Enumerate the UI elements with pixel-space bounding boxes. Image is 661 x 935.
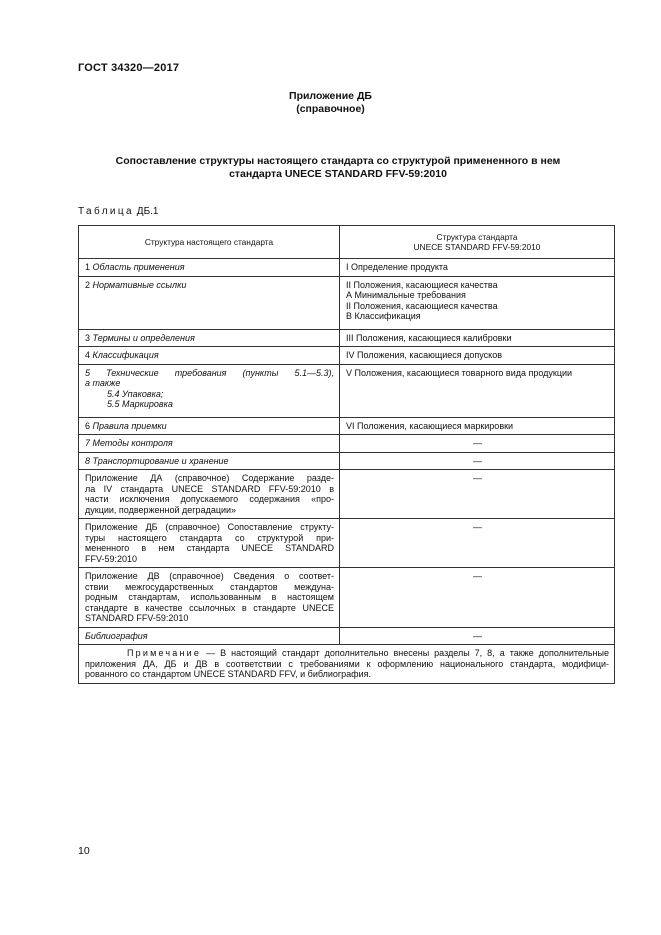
table-row (79, 417, 615, 435)
note-line-2: приложения ДА, ДБ и ДВ в соответствии с требованиями к оформлению национального стандарта, модифици- (85, 658, 609, 669)
row-section-title: Термины и определения (92, 332, 195, 343)
row-text-line: Приложение ДВ (справочное) Сведения о соответ- (85, 571, 334, 581)
row-section-title: 8 Транспортирование и хранение (85, 455, 229, 466)
row-right-line: IV Положения, касающиеся допусков (346, 350, 502, 360)
row-text-line: STANDARD FFV-59:2010 (85, 613, 189, 623)
row-section-title: Правила приемки (92, 420, 167, 431)
row-number: 6 (85, 420, 93, 431)
document-code: ГОСТ 34320—2017 (78, 62, 180, 74)
row-left-cell (79, 364, 340, 417)
appendix-kind: (справочное) (296, 103, 365, 115)
note-line-1 (85, 648, 609, 659)
no-equivalent-dash: — (473, 438, 482, 448)
row-right-cell (340, 329, 615, 347)
row-left-cell (79, 276, 340, 329)
row-right-line: V Положения, касающиеся товарного вида продукции (346, 367, 573, 378)
row-text-line: Приложение ДБ (справочное) Сопоставление структу- (85, 522, 334, 532)
structure-comparison-table (78, 225, 615, 684)
row-subsection: 5.5 Маркировка (107, 399, 173, 409)
row-number: 1 (85, 262, 93, 272)
table-row (79, 627, 615, 645)
row-left-cell (79, 452, 340, 470)
row-right-cell (340, 259, 615, 277)
no-equivalent-dash: — (473, 571, 482, 581)
table-row (79, 259, 615, 277)
table-header-row (79, 226, 615, 259)
row-section-title: 7 Методы контроля (85, 438, 173, 448)
row-left-cell (79, 519, 340, 568)
row-right-line: А Минимальные требования (346, 290, 466, 300)
row-right-line: I Определение продукта (346, 262, 448, 272)
row-right-cell (340, 470, 615, 519)
row-right-cell (340, 452, 615, 470)
row-section-title: 5 Технические требования (пункты 5.1—5.3), (85, 367, 334, 378)
row-right-cell (340, 347, 615, 365)
table-row (79, 276, 615, 329)
header-col2-line2: UNECE STANDARD FFV-59:2010 (413, 242, 541, 252)
no-equivalent-dash: — (473, 455, 482, 466)
row-right-cell (340, 627, 615, 645)
row-text-line: стандарте в качестве ссылочных в стандарте UNECE (85, 602, 334, 613)
row-section-title: Библиография (85, 630, 148, 641)
row-section-title: Область применения (92, 262, 185, 272)
row-right-line: VI Положения, касающиеся маркировки (346, 420, 514, 431)
row-number: 2 (85, 279, 93, 290)
title-line-2: стандарта UNECE STANDARD FFV-59:2010 (229, 168, 447, 180)
table-row (79, 519, 615, 568)
row-subsection: 5.4 Упаковка; (107, 388, 164, 399)
table-row (79, 435, 615, 453)
row-text-line: Приложение ДА (справочное) Содержание разде- (85, 473, 334, 483)
row-right-line: II Положения, касающиеся качества (346, 300, 498, 311)
row-left-cell (79, 627, 340, 645)
appendix-title (88, 155, 588, 181)
row-right-line: В Классификация (346, 311, 421, 321)
note-label: Примечание (127, 648, 202, 658)
row-number: 4 (85, 350, 93, 360)
header-col1-text: Структура настоящего стандарта (144, 236, 274, 247)
row-section-title: Классификация (92, 350, 159, 360)
note-text: — В настоящий стандарт дополнительно внесены разделы 7, 8, а также дополнительные (201, 648, 609, 658)
no-equivalent-dash: — (473, 522, 482, 532)
row-right-line: II Положения, касающиеся качества (346, 279, 498, 290)
row-section-title-cont: а также (85, 378, 121, 388)
row-right-cell (340, 364, 615, 417)
row-right-cell (340, 276, 615, 329)
table-note-row (79, 645, 615, 684)
table-row (79, 364, 615, 417)
row-right-line: III Положения, касающиеся калибровки (346, 332, 512, 343)
table-note (79, 645, 615, 684)
title-line-1: Сопоставление структуры настоящего стандарта со структурой примененного в нем (115, 155, 561, 167)
appendix-heading (0, 90, 661, 116)
row-text-line: родным стандартам, использованным в настоящем (85, 592, 334, 602)
table-caption-number: ДБ.1 (134, 206, 159, 217)
row-text-line: мененного в нем стандарта UNECE STANDARD (85, 543, 334, 553)
row-right-cell (340, 435, 615, 453)
row-left-cell (79, 435, 340, 453)
row-text-line: туры настоящего стандарта со структурой при- (85, 532, 334, 543)
table-row (79, 568, 615, 628)
row-text-line: дукции, подверженной деградации» (85, 504, 237, 515)
page-number: 10 (78, 845, 90, 857)
row-section-title: Нормативные ссылки (92, 279, 187, 290)
table-caption (78, 206, 158, 217)
row-left-cell (79, 568, 340, 628)
row-text-line: ствии межгосударственных стандартов междуна- (85, 581, 334, 592)
row-right-cell (340, 519, 615, 568)
row-left-cell (79, 347, 340, 365)
table-row (79, 452, 615, 470)
row-text-line: FFV-59:2010 (85, 553, 138, 564)
appendix-label: Приложение ДБ (289, 90, 372, 102)
row-text-line: части исключения допускаемого содержания «про- (85, 494, 334, 504)
row-number: 3 (85, 332, 93, 343)
row-left-cell (79, 417, 340, 435)
no-equivalent-dash: — (473, 473, 482, 483)
row-text-line: ла IV стандарта UNECE STANDARD FFV-59:2010 в (85, 483, 334, 494)
no-equivalent-dash: — (473, 630, 482, 641)
header-cell-unece-structure (340, 226, 615, 259)
note-line-3: рованного со стандартом UNECE STANDARD FFV, и библиография. (85, 669, 371, 679)
table-caption-word: Таблица (78, 206, 135, 217)
row-right-cell (340, 568, 615, 628)
table-row (79, 470, 615, 519)
row-left-cell (79, 329, 340, 347)
header-cell-current-structure (79, 226, 340, 259)
table-row (79, 347, 615, 365)
row-left-cell (79, 259, 340, 277)
header-col2-line1: Структура стандарта (436, 231, 518, 242)
row-right-cell (340, 417, 615, 435)
table-row (79, 329, 615, 347)
row-left-cell (79, 470, 340, 519)
